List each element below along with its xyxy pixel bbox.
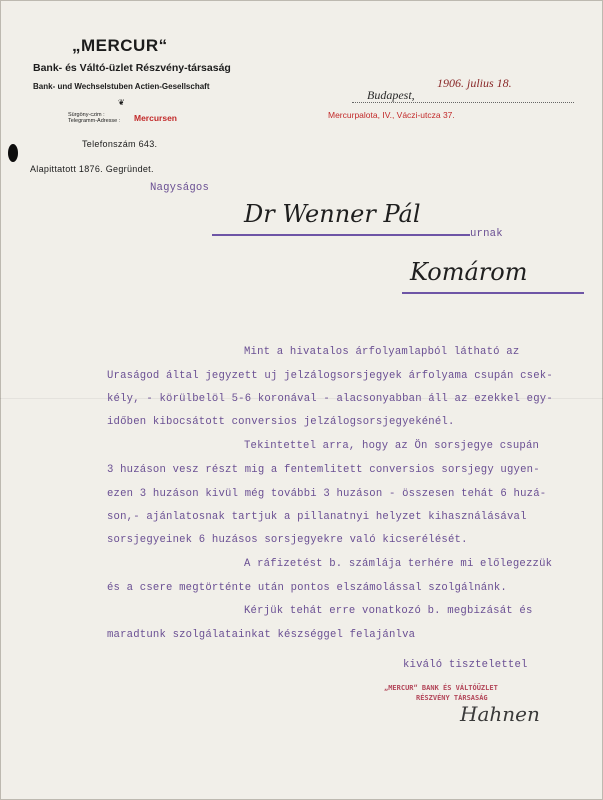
dateline-dotted-rule: [352, 102, 574, 103]
body-line: Mint a hivatalos árfolyamlapból látható az: [244, 346, 520, 358]
body-line: maradtunk szolgálatainkat készséggel felajánlva: [107, 629, 416, 641]
recipient-name: Dr Wenner Pál: [244, 200, 421, 228]
closing-greeting: kiváló tisztelettel: [403, 659, 528, 671]
office-address: Mercurpalota, IV., Váczi-utcza 37.: [328, 110, 455, 120]
city-underline: [402, 292, 584, 294]
telegram-label-hungarian: Sürgöny-czim :: [68, 112, 105, 118]
body-line: A ráfizetést b. számlája terhére mi előlegezzük: [244, 558, 553, 570]
date-line: 1906. julius 18.: [437, 76, 512, 90]
company-name: „MERCUR“: [72, 36, 168, 55]
stamp-line: RÉSZVÉNY TÁRSASÁG: [416, 694, 488, 702]
telegram-label: [68, 112, 120, 124]
body-line: ezen 3 huzáson kivül még további 3 huzáson - összesen tehát 6 huzá-: [107, 488, 547, 500]
body-line: Uraságod által jegyzett uj jelzálogsorsjegyek árfolyama csupán csek-: [107, 370, 553, 382]
body-line: 3 huzáson vesz részt mig a fentemlitett conversios sorsjegy ugyen-: [107, 464, 540, 476]
place-line: Budapest,: [367, 88, 415, 102]
recipient-city: Komárom: [410, 258, 528, 286]
recipient-suffix: urnak: [470, 228, 503, 240]
telegram-address: Mercursen: [134, 113, 177, 123]
salutation: Nagyságos: [150, 182, 210, 194]
telegram-label-german: Telegramm-Adresse :: [68, 118, 121, 124]
company-stamp: [384, 683, 498, 703]
founded-year: Alapittatott 1876. Gegründet.: [30, 164, 154, 174]
body-line: Tekintettel arra, hogy az Ön sorsjegye csupán: [244, 440, 540, 452]
body-line: kély, - körülbelöl 5-6 koronával - alacsonyabban áll az ezekkel egy-: [107, 393, 553, 405]
recipient-underline: [212, 234, 470, 236]
stamp-line: „MERCUR“ BANK ÉS VÁLTÓÜZLET: [384, 684, 498, 692]
ornament-icon: ❦: [118, 98, 125, 107]
body-line: sorsjegyeinek 6 huzásos sorsjegyekre való kicserélését.: [107, 534, 468, 546]
punch-hole: [8, 144, 18, 162]
body-line: son,- ajánlatosnak tartjuk a pillanatnyi helyzet kihasználásával: [107, 511, 527, 523]
company-name-hungarian: Bank- és Váltó-üzlet Részvény-társaság: [33, 62, 231, 74]
body-line: időben kibocsátott conversios jelzálogsorsjegyekénél.: [107, 416, 455, 428]
phone-number: Telefonszám 643.: [82, 139, 158, 149]
signature: Hahnen: [460, 702, 540, 726]
body-line: Kérjük tehát erre vonatkozó b. megbizását és: [244, 605, 533, 617]
company-name-german: Bank- und Wechselstuben Actien-Gesellschaft: [33, 82, 210, 91]
body-line: és a csere megtörténte után pontos elszámolással szolgálnánk.: [107, 582, 507, 594]
